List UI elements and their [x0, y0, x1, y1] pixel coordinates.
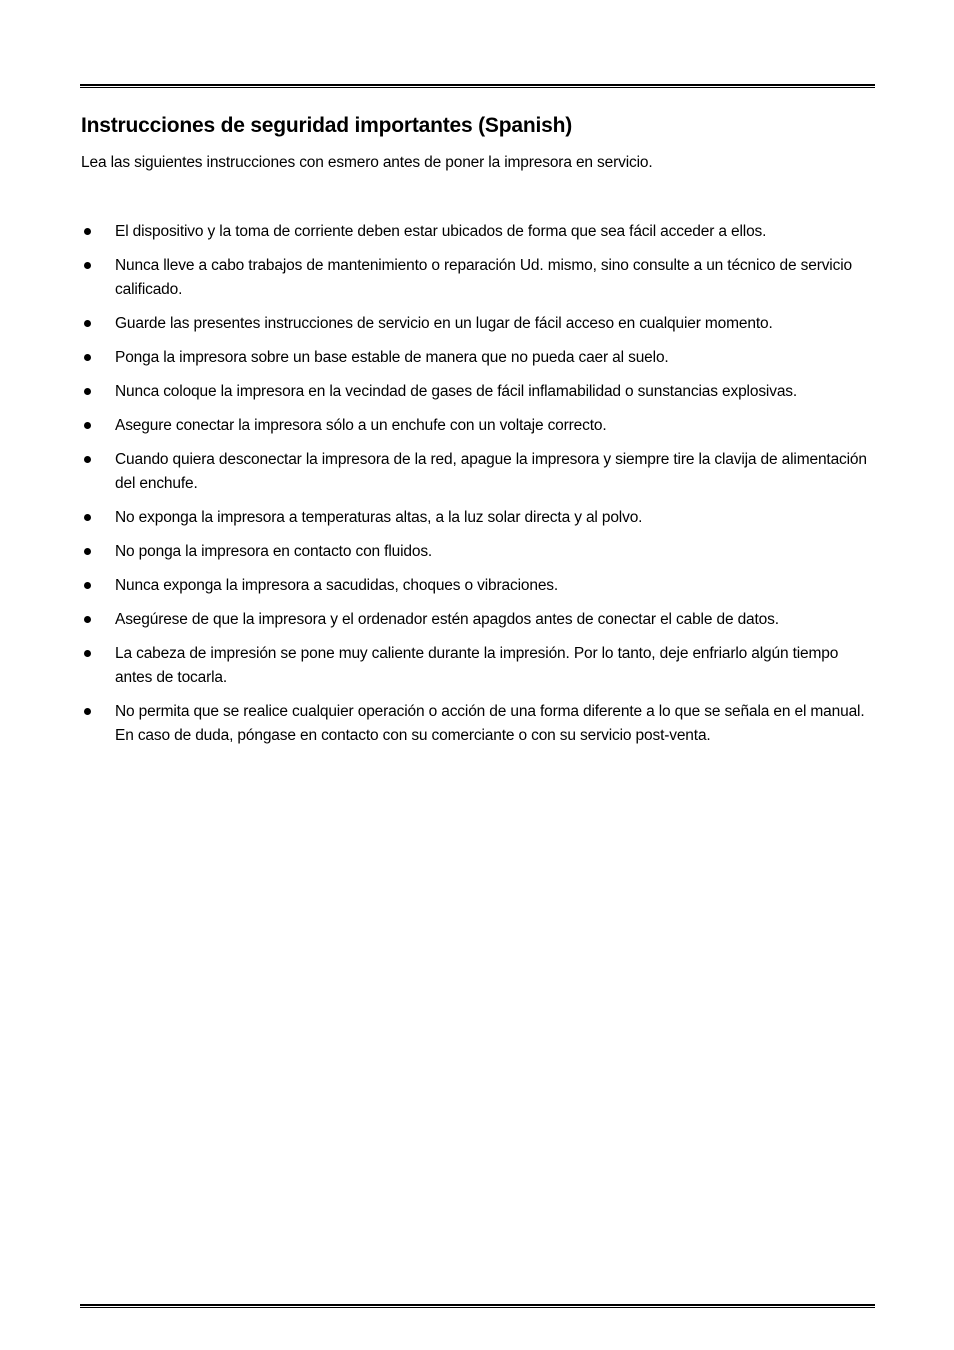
bullet-icon [84, 456, 91, 463]
bullet-icon [84, 388, 91, 395]
list-item [81, 608, 876, 632]
bullet-icon [84, 320, 91, 327]
list-item [81, 642, 876, 690]
list-item [81, 414, 876, 438]
list-item-text: No ponga la impresora en contacto con fluidos. [115, 543, 433, 560]
bullet-icon [84, 708, 91, 715]
list-item [81, 346, 876, 370]
list-item [81, 380, 876, 404]
footer-rule [80, 1304, 875, 1308]
bullet-icon [84, 228, 91, 235]
bullet-icon [84, 650, 91, 657]
bullet-icon [84, 422, 91, 429]
list-item-text: Nunca exponga la impresora a sacudidas, choques o vibraciones. [115, 577, 559, 594]
bullet-icon [84, 514, 91, 521]
list-item [81, 254, 876, 302]
intro-text: Lea las siguientes instrucciones con esmero antes de poner la impresora en servicio. [81, 154, 653, 171]
list-item [81, 506, 876, 530]
list-item-text: Guarde las presentes instrucciones de servicio en un lugar de fácil acceso en cualquier momento. [115, 315, 773, 332]
bullet-icon [84, 548, 91, 555]
list-item [81, 540, 876, 564]
list-item-text: No exponga la impresora a temperaturas altas, a la luz solar directa y al polvo. [115, 509, 643, 526]
list-item [81, 574, 876, 598]
list-item-text: Cuando quiera desconectar la impresora de la red, apague la impresora y siempre tire la clavija de alimentación del enchufe. [115, 451, 867, 492]
list-item-text: No permita que se realice cualquier operación o acción de una forma diferente a lo que se señala en el manual. En caso de duda, póngase en contacto con su comerciante o con su servicio post-venta. [115, 703, 865, 744]
list-item-text: Nunca coloque la impresora en la vecindad de gases de fácil inflamabilidad o sunstancias explosivas. [115, 383, 798, 400]
list-item-text: Nunca lleve a cabo trabajos de mantenimiento o reparación Ud. mismo, sino consulte a un técnico de servicio calificado. [115, 257, 852, 298]
list-item [81, 220, 876, 244]
bullet-icon [84, 582, 91, 589]
bullet-icon [84, 616, 91, 623]
list-item-text: Asegúrese de que la impresora y el ordenador estén apagdos antes de conectar el cable de datos. [115, 611, 779, 628]
list-item [81, 312, 876, 336]
list-item [81, 448, 876, 496]
bullet-icon [84, 354, 91, 361]
list-item-text: El dispositivo y la toma de corriente deben estar ubicados de forma que sea fácil acceder a ellos. [115, 223, 767, 240]
list-item-text: Asegure conectar la impresora sólo a un enchufe con un voltaje correcto. [115, 417, 607, 434]
list-item-text: Ponga la impresora sobre un base estable de manera que no pueda caer al suelo. [115, 349, 669, 366]
list-item-text: La cabeza de impresión se pone muy caliente durante la impresión. Por lo tanto, deje enfriarlo algún tiempo antes de tocarla. [115, 645, 839, 686]
safety-instructions-list [81, 220, 876, 758]
bullet-icon [84, 262, 91, 269]
header-rule [80, 84, 875, 88]
page-title: Instrucciones de seguridad importantes (Spanish) [81, 114, 572, 137]
list-item [81, 700, 876, 748]
